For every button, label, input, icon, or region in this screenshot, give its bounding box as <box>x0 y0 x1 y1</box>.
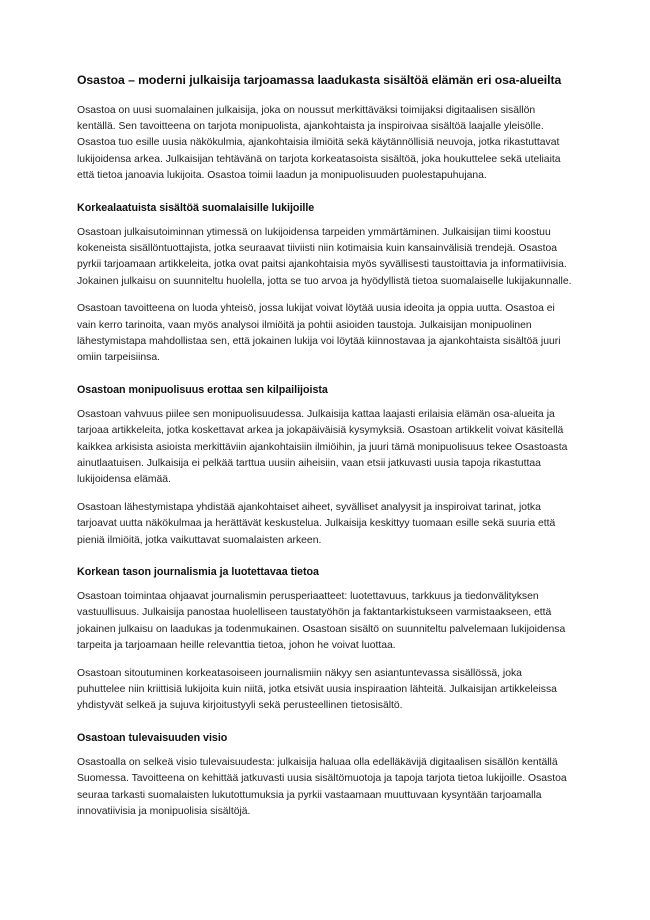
section-monipuolisuus <box>77 383 573 549</box>
paragraph: Osastoan tavoitteena on luoda yhteisö, jossa lukijat voivat löytää uusia ideoita ja oppia uutta. Osastoa ei vain kerro tarinoita, vaan myös analysoi ilmiöitä ja pohtii asioiden taustoja. Julkaisijan monipuolinen lähestymistapa mahdollistaa sen, että jokainen lukija voi löytää kiinnostavaa ja ajankohtaista sisältöä juuri omiin tarpeisiinsa. <box>77 303 561 364</box>
section-journalismi <box>77 565 573 715</box>
paragraph: Osastoan vahvuus piilee sen monipuolisuudessa. Julkaisija kattaa laajasti erilaisia elämän osa-alueita ja tarjoaa artikkeleita, jotka koskettavat arkea ja jokapäiväisiä kysymyksiä. Osastoan artikkelit voivat käsitellä kaikkea arkisista asioista merkittäviin ajankohtaisiin ilmiöihin, ja juuri tämä monipuolisuus tekee Osastoasta ainutlaatuisen. Julkaisija ei pelkää tarttua uusiin aiheisiin, vaan etsii jatkuvasti uusia tapoja rikastuttaa lukijoidensa elämää. <box>77 408 568 486</box>
paragraph: Osastoan sitoutuminen korkeatasoiseen journalismiin näkyy sen asiantuntevassa sisällössä, joka puhuttelee niin kriittisiä lukijoita kuin niitä, jotka etsivät uusia inspiraation lähteitä. Julkaisijan artikkeleissa yhdistyvät selkeä ja sujuva kirjoitustyyli sekä perusteellinen tietosisältö. <box>77 667 557 712</box>
page-title: Osastoa – moderni julkaisija tarjoamassa laadukasta sisältöä elämän eri osa-alueilta <box>77 73 562 87</box>
intro-section <box>77 103 573 185</box>
section-heading: Korkealaatuista sisältöä suomalaisille lukijoille <box>77 201 315 214</box>
paragraph: Osastoan toimintaa ohjaavat journalismin perusperiaatteet: luotettavuus, tarkkuus ja tiedonvälityksen vastuullisuus. Julkaisija panostaa huolelliseen taustatyöhön ja faktantarkistukseen varmistaakseen, että jokainen julkaisu on laadukas ja todenmukainen. Osastoan sisältö on suunniteltu palvelemaan lukijoidensa tarpeita ja tarjoamaan heille relevanttia tietoa, johon he voivat luottaa. <box>77 591 566 652</box>
paragraph: Osastoan julkaisutoiminnan ytimessä on lukijoidensa tarpeiden ymmärtäminen. Julkaisijan tiimi koostuu kokeneista sisällöntuottajista, jotka seuraavat tiiviisti niin kotimaisia kuin kansainvälisiä trendejä. Osastoa pyrkii tarjoamaan artikkeleita, jotka ovat paitsi ajankohtaisia myös syvällisesti taustoittavia ja informatiivisia. Jokainen julkaisu on suunniteltu huolella, jotta se tuo arvoa ja hyödyllistä tietoa suomalaiselle lukijakunnalle. <box>77 226 572 287</box>
section-korkealaatuista-sisaltoa <box>77 201 573 367</box>
paragraph: Osastoa on uusi suomalainen julkaisija, joka on noussut merkittäväksi toimijaksi digitaalisen sisällön kentällä. Sen tavoitteena on tarjota monipuolista, ajankohtaista ja inspiroivaa sisältöä laajalle yleisölle. Osastoa tuo esille uusia näkökulmia, ajankohtaisia ilmiöitä sekä käytännöllisiä neuvoja, jotka rikastuttavat lukijoidensa arkea. Julkaisijan tehtävänä on tarjota korkeatasoista sisältöä, joka houkuttelee sekä uteliaita että tietoa janoavia lukijoita. Osastoa toimii laadun ja monipuolisuuden puolestapuhujana. <box>77 104 561 182</box>
section-heading: Korkean tason journalismia ja luotettavaa tietoa <box>77 566 319 579</box>
section-heading: Osastoan tulevaisuuden visio <box>77 731 228 744</box>
paragraph: Osastoalla on selkeä visio tulevaisuudesta: julkaisija haluaa olla edelläkävijä digitaalisen sisällön kentällä Suomessa. Tavoitteena on kehittää jatkuvasti uusia sisältömuotoja ja tapoja tarjota tietoa lukijoille. Osastoa seuraa tarkasti suomalaisten lukutottumuksia ja pyrkii vastaamaan muuttuvaan kysyntään tarjoamalla innovatiivisia ja monipuolisia sisältöjä. <box>77 756 567 818</box>
section-heading: Osastoan monipuolisuus erottaa sen kilpailijoista <box>77 383 328 396</box>
paragraph: Osastoan lähestymistapa yhdistää ajankohtaiset aiheet, syvälliset analyysit ja inspiroivat tarinat, jotka tarjoavat uutta näkökulmaa ja herättävät keskustelua. Julkaisija keskittyy tuomaan esille sekä suuria että pieniä ilmiöitä, jotka vaikuttavat suomalaisten arkeen. <box>77 501 556 546</box>
section-tulevaisuuden-visio <box>77 731 573 821</box>
